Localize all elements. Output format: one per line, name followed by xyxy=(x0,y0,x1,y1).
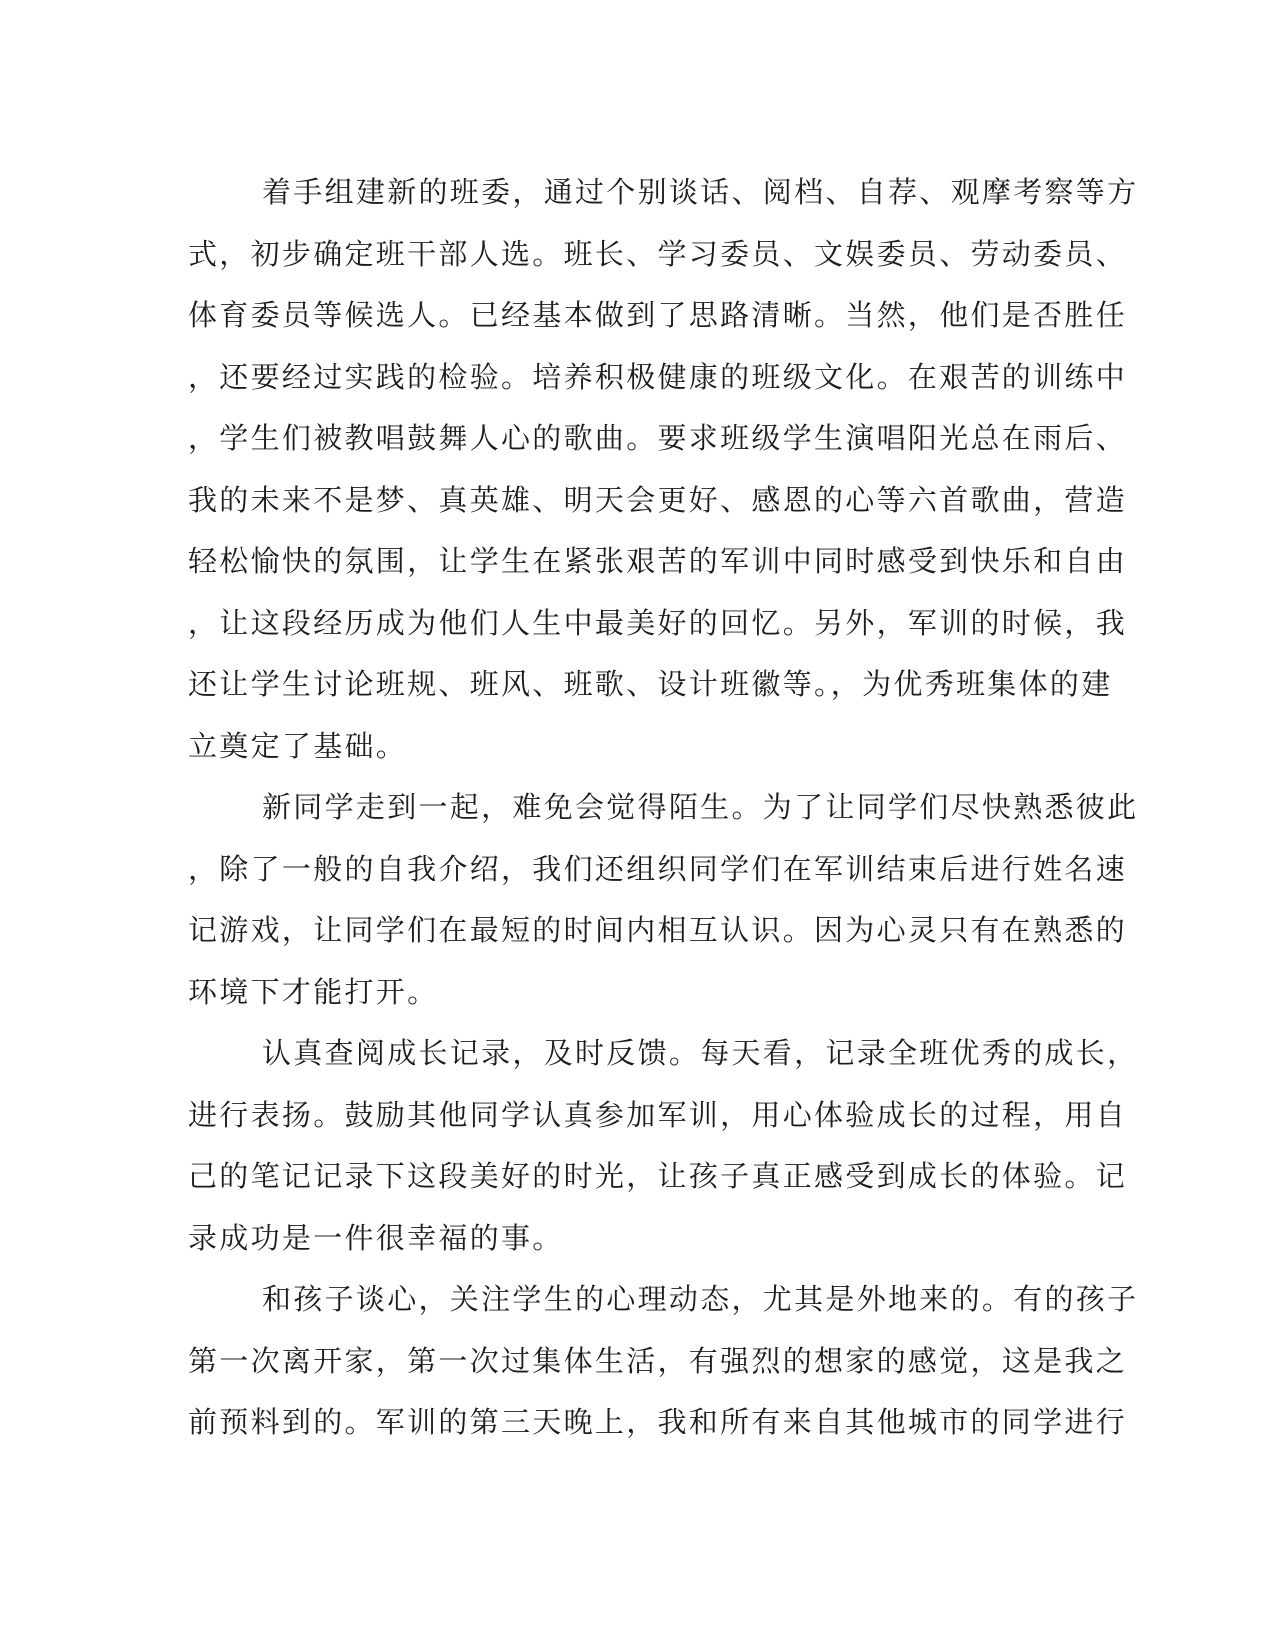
text-line: 记游戏，让同学们在最短的时间内相互认识。因为心灵只有在熟悉的 xyxy=(188,913,1128,947)
text-line: 环境下才能打开。 xyxy=(188,974,439,1009)
text-line: 着手组建新的班委，通过个别谈话、阅档、自荐、观摩考察等方 xyxy=(262,175,1139,209)
text-line: 我的未来不是梦、真英雄、明天会更好、感恩的心等六首歌曲，营造 xyxy=(188,482,1128,517)
paragraph-new-classmates xyxy=(188,777,1139,1023)
text-line: 进行表扬。鼓励其他同学认真参加军训，用心体验成长的过程，用自 xyxy=(188,1097,1128,1132)
text-line: ，除了一般的自我介绍，我们还组织同学们在军训结束后进行姓名速 xyxy=(188,851,1128,886)
paragraph-heart-to-heart xyxy=(188,1269,1139,1454)
text-line: 第一次离开家，第一次过集体生活，有强烈的想家的感觉，这是我之 xyxy=(188,1343,1128,1378)
text-line: 新同学走到一起，难免会觉得陌生。为了让同学们尽快熟悉彼此 xyxy=(262,790,1139,824)
text-line: 还让学生讨论班规、班风、班歌、设计班徽等。，为优秀班集体的建 xyxy=(188,667,1113,701)
text-line: 体育委员等候选人。已经基本做到了思路清晰。当然，他们是否胜任 xyxy=(188,298,1128,332)
text-line: 录成功是一件很幸福的事。 xyxy=(188,1220,564,1255)
text-line: ，还要经过实践的检验。培养积极健康的班级文化。在艰苦的训练中 xyxy=(188,359,1128,394)
text-line: 前预料到的。军训的第三天晚上，我和所有来自其他城市的同学进行 xyxy=(188,1405,1128,1439)
text-line: 己的笔记记录下这段美好的时光，让孩子真正感受到成长的体验。记 xyxy=(188,1159,1128,1193)
body-text xyxy=(188,162,1139,1454)
text-line: 立奠定了基础。 xyxy=(188,728,408,763)
text-line: 式，初步确定班干部人选。班长、学习委员、文娱委员、劳动委员、 xyxy=(188,236,1128,271)
text-line: ，让这段经历成为他们人生中最美好的回忆。另外，军训的时候，我 xyxy=(188,605,1128,640)
text-line: 和孩子谈心，关注学生的心理动态，尤其是外地来的。有的孩子 xyxy=(262,1282,1139,1316)
text-line: 轻松愉快的氛围，让学生在紧张艰苦的军训中同时感受到快乐和自由 xyxy=(188,544,1128,578)
paragraph-class-committee xyxy=(188,162,1139,777)
paragraph-growth-records xyxy=(188,1023,1139,1269)
text-line: ，学生们被教唱鼓舞人心的歌曲。要求班级学生演唱阳光总在雨后、 xyxy=(188,421,1128,455)
text-line: 认真查阅成长记录，及时反馈。每天看，记录全班优秀的成长， xyxy=(262,1036,1139,1070)
